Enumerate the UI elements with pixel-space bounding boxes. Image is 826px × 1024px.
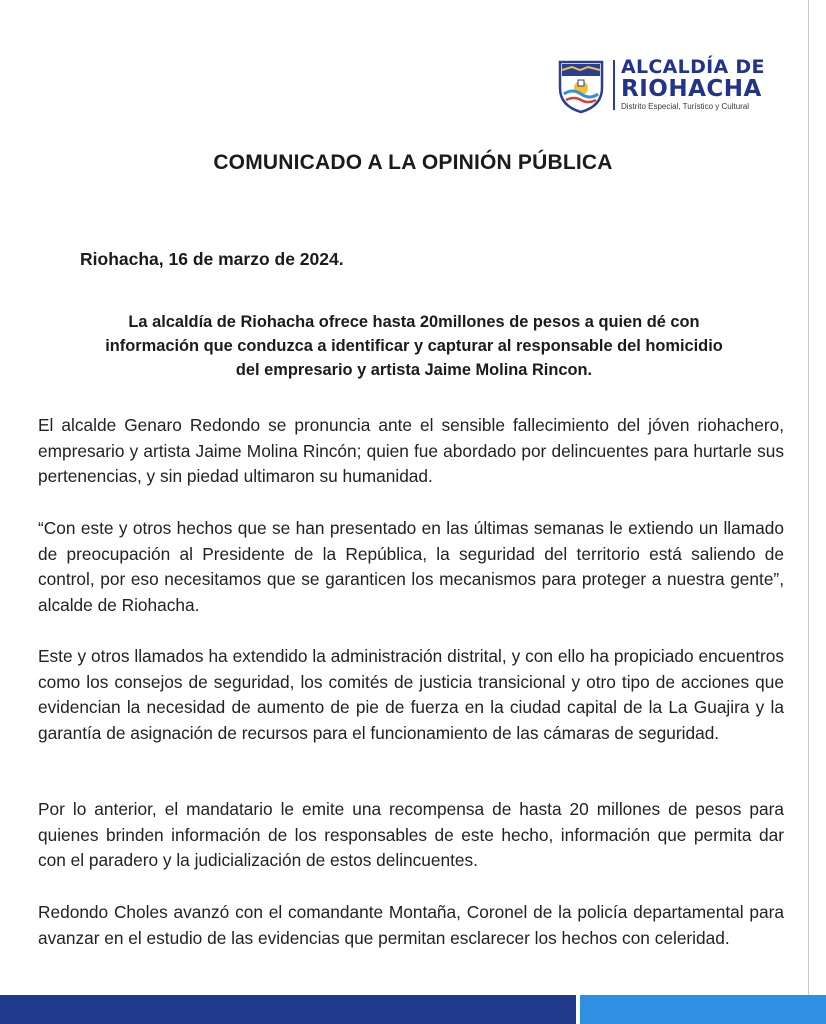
paragraph: El alcalde Genaro Redondo se pronuncia ante el sensible fallecimiento del jóven riohachero, empresario y artista Jaime Molina Rincón; quien fue abordado por delincuentes para hurtarle sus pertenencias, y sin piedad ultimaron su humanidad. bbox=[38, 415, 784, 486]
footer-band-light bbox=[580, 995, 826, 1024]
logo-divider bbox=[613, 60, 615, 110]
dateline: Riohacha, 16 de marzo de 2024. bbox=[80, 249, 344, 269]
paragraph: Redondo Choles avanzó con el comandante Montaña, Coronel de la policía departamental para avanzar en el estudio de las evidencias que permitan esclarecer los hechos con celeridad. bbox=[38, 902, 784, 948]
paragraph: “Con este y otros hechos que se han presentado en las últimas semanas le extiendo un llamado de preocupación al Presidente de la República, la seguridad del territorio está saliendo de control, por eso necesitamos que se garanticen los mecanismos para proteger a nuestra gente”, alcalde de Riohacha. bbox=[38, 518, 784, 615]
logo-title-line1: ALCALDÍA DE bbox=[621, 56, 765, 78]
paragraph: Este y otros llamados ha extendido la administración distrital, y con ello ha propiciado encuentros como los consejos de seguridad, los comités de justicia transicional y otro tipo de acciones que evidencian la necesidad de aumento de pie de fuerza en la ciudad capital de la La Guajira y la garantía de asignación de recursos para el funcionamiento de las cámaras de seguridad. bbox=[38, 646, 784, 743]
coat-of-arms-icon bbox=[556, 58, 606, 114]
paragraph: Por lo anterior, el mandatario le emite una recompensa de hasta 20 millones de pesos para quienes brinden información de los responsables de este hecho, información que permita dar con el paradero y la judicialización de estos delincuentes. bbox=[38, 799, 784, 870]
document-title: COMUNICADO A LA OPINIÓN PÚBLICA bbox=[213, 151, 613, 174]
lead-statement: La alcaldía de Riohacha ofrece hasta 20millones de pesos a quien dé con información que conduzca a identificar y capturar al responsable del homicidio del empresario y artista Jaime Molina Rincon. bbox=[105, 313, 723, 379]
alcaldia-logo bbox=[556, 56, 786, 116]
logo-subtitle: Distrito Especial, Turístico y Cultural bbox=[621, 102, 750, 111]
page-edge-line bbox=[808, 0, 809, 995]
footer-band-dark bbox=[0, 995, 580, 1024]
logo-title-line2: RIOHACHA bbox=[621, 76, 762, 102]
